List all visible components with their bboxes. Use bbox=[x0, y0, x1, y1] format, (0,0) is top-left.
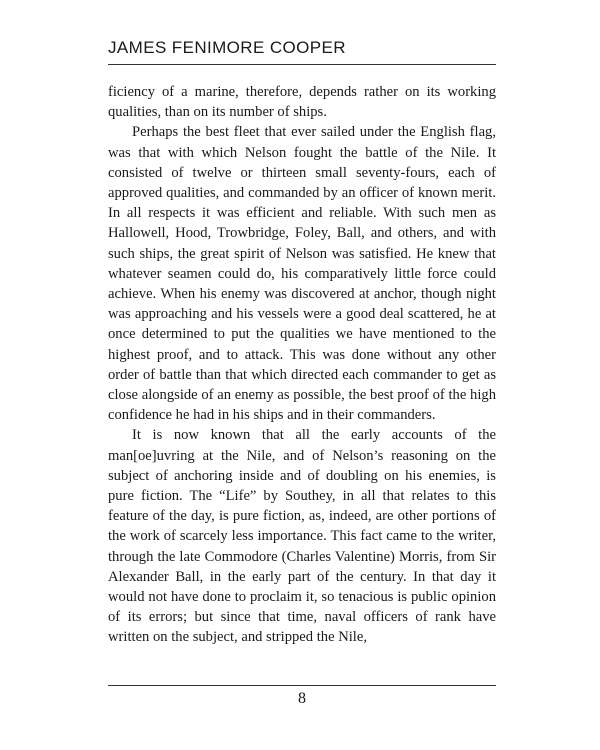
paragraph-nelson-fleet: Perhaps the best fleet that ever sailed under the English flag, was that with which Nelson fought the battle of the Nile. It consisted of twelve or thirteen small seventy-fours, each of approved qualities, and commanded by an officer of known merit. In all respects it was efficient and reliable. With such men as Hallowell, Hood, Trowbridge, Foley, Ball, and others, and with such ships, the great spirit of Nelson was satisfied. He knew that whatever seamen could do, his comparatively little force could achieve. When his enemy was discovered at anchor, though night was approaching and his vessels were a good deal scattered, he at once determined to put the qualities we have mentioned to the highest proof, and to attack. This was done without any other order of battle than that which directed each commander to get as close alongside of an enemy as possible, the best proof of the high confidence he had in his ships and in their commanders. bbox=[108, 124, 496, 424]
footer-rule bbox=[108, 685, 496, 686]
body-text bbox=[108, 82, 496, 648]
paragraph-nile-accounts: It is now known that all the early accounts of the man[oe]uvring at the Nile, and of Nelson’s reasoning on the subject of anchoring inside and of doubling on his enemies, is pure fiction. The “Life” by Southey, in all that relates to this feature of the day, is pure fiction, as, indeed, are other portions of the work of scarcely less importance. This fact came to the writer, through the late Commodore (Charles Valentine) Morris, from Sir Alexander Ball, in the early part of the century. In that day it would not have done to proclaim it, so tenacious is public opinion of its errors; but since that time, naval officers of rank have written on the subject, and stripped the Nile, bbox=[108, 427, 496, 646]
paragraph-continued: ficiency of a marine, therefore, depends rather on its working qualities, than on its number of ships. bbox=[108, 84, 496, 121]
header-rule bbox=[108, 64, 496, 65]
page-number: 8 bbox=[298, 690, 306, 707]
running-head-title: JAMES FENIMORE COOPER bbox=[108, 38, 346, 57]
